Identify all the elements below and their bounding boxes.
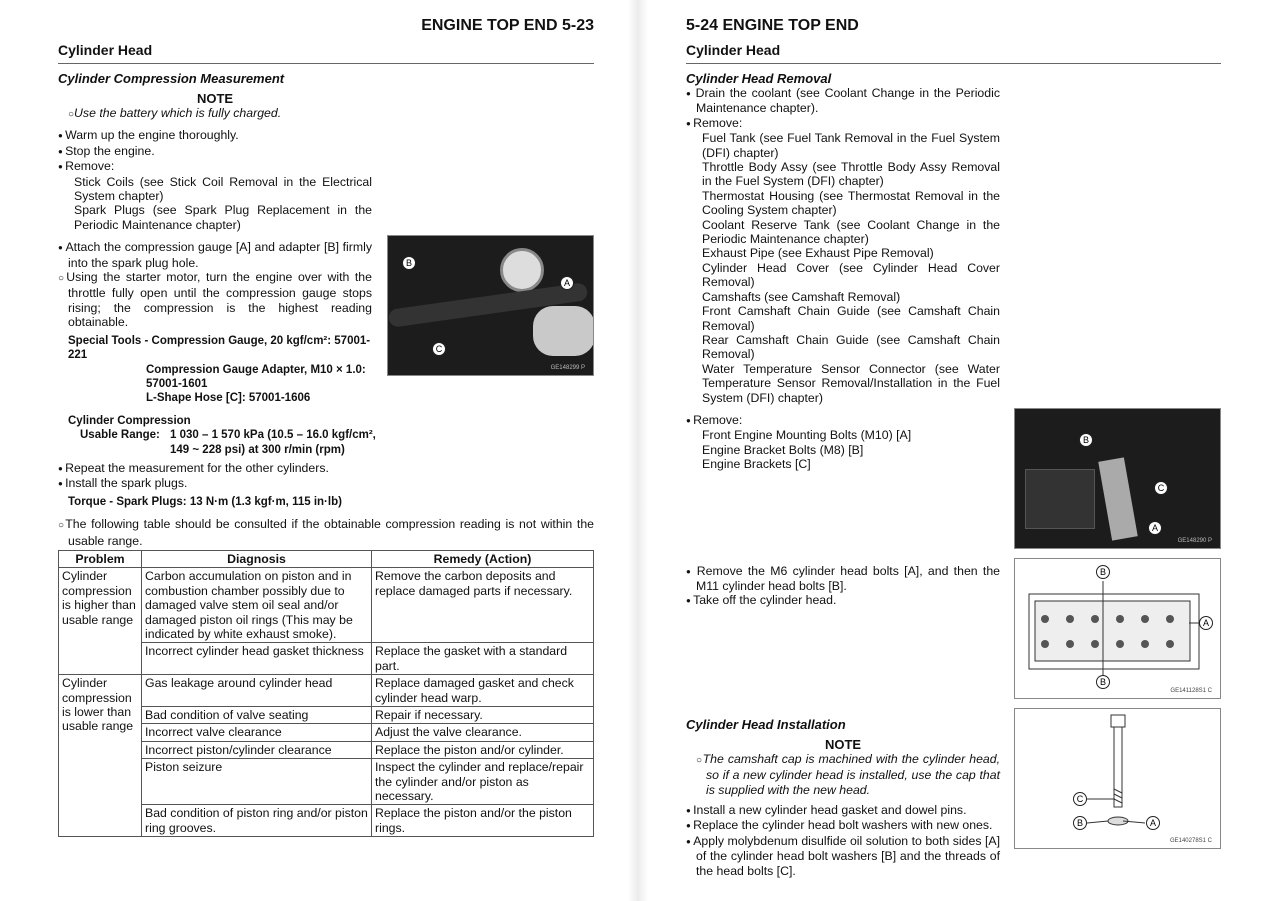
prep-steps: [58, 128, 372, 232]
remedy-cell: Remove the carbon deposits and replace damaged parts if necessary.: [372, 568, 594, 643]
remove-item: Camshafts (see Camshaft Removal): [702, 289, 901, 304]
figure-caption: GE140278S1 C: [1169, 838, 1212, 844]
left-page-body: [58, 71, 594, 837]
label-b: B: [1073, 816, 1087, 830]
col-header: Problem: [59, 550, 142, 567]
remedy-cell: Replace the piston and/or cylinder.: [372, 741, 594, 758]
remedy-cell: Adjust the valve clearance.: [372, 724, 594, 741]
attach-steps: [58, 240, 372, 329]
step: ● Drain the coolant (see Coolant Change in the Periodic Maintenance chapter).: [686, 86, 1000, 116]
diagnosis-cell: Piston seizure: [142, 759, 372, 805]
step: ● Repeat the measurement for the other cylinders.: [58, 461, 372, 476]
bolt-drawing: [1015, 709, 1221, 849]
troubleshooting-table: [58, 550, 594, 837]
label-a: A: [560, 276, 574, 290]
final-steps: [58, 461, 372, 492]
remove-item: Front Camshaft Chain Guide (see Camshaft Chain Removal): [702, 304, 1000, 333]
diagnosis-cell: Incorrect valve clearance: [142, 724, 372, 741]
step: ● Take off the cylinder head.: [686, 593, 1000, 608]
divider: [58, 63, 594, 64]
spec-title: Cylinder Compression: [68, 414, 191, 427]
removal-title: Cylinder Head Removal: [686, 71, 832, 86]
install-steps: [686, 803, 1000, 878]
remove-item: Thermostat Housing (see Thermostat Removal in the Cooling System chapter): [702, 188, 1000, 218]
note-text: ○ Use the battery which is fully charged.: [68, 106, 372, 122]
page-gutter: [628, 0, 648, 901]
problem-cell: Cylinder compression is higher than usable range: [59, 568, 142, 675]
figure-caption: GE148299 P: [550, 365, 585, 371]
label-c: C: [432, 342, 446, 356]
step: ● Remove:: [686, 116, 1000, 131]
problem-cell: Cylinder compression is lower than usable range: [59, 675, 142, 837]
tool: Compression Gauge, 20 kgf/cm²: 57001-221: [68, 334, 371, 362]
spec-value: 1 030 – 1 570 kPa (10.5 – 16.0 kgf/cm², 149 ~ 228 psi) at 300 r/min (rpm): [170, 429, 376, 456]
col-header: Diagnosis: [142, 550, 372, 567]
step: ● Remove:: [686, 413, 1000, 428]
step: ● Remove the M6 cylinder head bolts [A], and then the M11 cylinder head bolts [B].: [686, 564, 1000, 594]
remove-item: Exhaust Pipe (see Exhaust Pipe Removal): [702, 246, 934, 261]
diagnosis-cell: Bad condition of valve seating: [142, 707, 372, 724]
bracket-removal: [686, 413, 1000, 472]
special-tools: [68, 334, 384, 406]
step: ● Apply molybdenum disulfide oil solution to both sides [A] of the cylinder head bolt washers [B] and the threads of the head bolts [C].: [686, 834, 1000, 878]
right-page-body: [686, 71, 1000, 878]
label-b: B: [1096, 675, 1110, 689]
remove-item: Engine Brackets [C]: [702, 457, 811, 472]
table-intro: ○ The following table should be consulted if the obtainable compression reading is not within the usable range.: [58, 517, 594, 548]
label-a: A: [1199, 616, 1213, 630]
tools-label: Special Tools -: [68, 334, 149, 347]
engine-block: [1025, 469, 1095, 529]
remove-item: Rear Camshaft Chain Guide (see Camshaft Chain Removal): [702, 332, 1000, 362]
label-b: B: [1096, 565, 1110, 579]
step: ● Install the spark plugs.: [58, 476, 372, 491]
col-header: Remedy (Action): [372, 550, 594, 567]
step: ● Attach the compression gauge [A] and adapter [B] firmly into the spark plug hole.: [58, 240, 372, 270]
table-row: [59, 568, 594, 643]
figure-caption: GE148290 P: [1177, 538, 1212, 544]
figure-caption: GE141128S1 C: [1170, 688, 1212, 694]
spec-label: Usable Range:: [80, 429, 160, 442]
remedy-cell: Inspect the cylinder and replace/repair the cylinder and/or piston as necessary.: [372, 759, 594, 805]
label-a: A: [1146, 816, 1160, 830]
subsection-title: Cylinder Compression Measurement: [58, 71, 285, 86]
table-row: [59, 675, 594, 707]
bolt-steps: [686, 564, 1000, 609]
page-header-left: ENGINE TOP END 5-23: [421, 17, 594, 34]
section-title-left: Cylinder Head: [58, 42, 153, 58]
cylinder-head-drawing: [1015, 559, 1221, 699]
remedy-cell: Replace the piston and/or the piston rings.: [372, 805, 594, 837]
step: ○ Using the starter motor, turn the engine over with the throttle fully open until the compression gauge stops rising; the compression is the highest reading obtainable.: [58, 270, 372, 330]
remedy-cell: Replace the gasket with a standard part.: [372, 643, 594, 675]
installation-title: Cylinder Head Installation: [686, 716, 846, 732]
bracket: [1098, 457, 1137, 540]
diagnosis-cell: Bad condition of piston ring and/or piston ring grooves.: [142, 805, 372, 837]
divider: [686, 63, 1221, 64]
step: ● Remove:: [58, 159, 372, 174]
remove-item: Fuel Tank (see Fuel Tank Removal in the Fuel System (DFI) chapter): [702, 131, 1000, 160]
cylinder-head-bolt-diagram: [1014, 558, 1221, 699]
remedy-cell: Repair if necessary.: [372, 707, 594, 724]
diagnosis-cell: Incorrect cylinder head gasket thickness: [142, 643, 372, 675]
cylinder-compression-spec: [68, 414, 378, 457]
step: ● Stop the engine.: [58, 144, 372, 159]
remove-item: Cylinder Head Cover (see Cylinder Head Cover Removal): [702, 260, 1000, 290]
note-title: NOTE: [196, 91, 234, 106]
label-a: A: [1148, 521, 1162, 535]
remove-item: Engine Bracket Bolts (M8) [B]: [702, 442, 864, 457]
torque-spec: Torque - Spark Plugs: 13 N·m (1.3 kgf·m, 115 in·lb): [68, 495, 342, 508]
remove-item: Spark Plugs (see Spark Plug Replacement in the Periodic Maintenance chapter): [74, 203, 372, 232]
remove-item: Coolant Reserve Tank (see Coolant Change in the Periodic Maintenance chapter): [702, 217, 1000, 247]
removal-steps: [686, 86, 1000, 405]
label-c: C: [1073, 792, 1087, 806]
diagnosis-cell: Gas leakage around cylinder head: [142, 675, 372, 707]
step: ● Install a new cylinder head gasket and dowel pins.: [686, 803, 1000, 818]
note-title: NOTE: [824, 736, 862, 752]
remove-item: Front Engine Mounting Bolts (M10) [A]: [702, 428, 912, 443]
remove-item: Stick Coils (see Stick Coil Removal in the Electrical System chapter): [74, 174, 372, 204]
remove-item: Water Temperature Sensor Connector (see Water Temperature Sensor Removal/Installation in the Fuel System (DFI) chapter): [702, 361, 1000, 405]
page-header-right: 5-24 ENGINE TOP END: [686, 17, 859, 34]
remove-item: Throttle Body Assy (see Throttle Body Assy Removal in the Fuel System (DFI) chapter): [702, 160, 1000, 189]
label-c: C: [1154, 481, 1168, 495]
diagnosis-cell: Incorrect piston/cylinder clearance: [142, 741, 372, 758]
tool: L-Shape Hose [C]: 57001-1606: [146, 392, 311, 405]
label-b: B: [402, 256, 416, 270]
step: ● Warm up the engine thoroughly.: [58, 128, 372, 143]
head-bolt-diagram: [1014, 708, 1221, 849]
note-text: ○ The camshaft cap is machined with the cylinder head, so if a new cylinder head is installed, use the cap that is supplied with the new head.: [696, 752, 1000, 797]
remedy-cell: Replace damaged gasket and check cylinder head warp.: [372, 675, 594, 707]
tool: Compression Gauge Adapter, M10 × 1.0: 57001-1601: [146, 363, 366, 390]
section-title-right: Cylinder Head: [686, 42, 781, 58]
diagnosis-cell: Carbon accumulation on piston and in combustion chamber possibly due to damaged valve stem oil seal and/or damaged piston oil rings (This may be indicated by white exhaust smoke).: [142, 568, 372, 643]
label-b: B: [1079, 433, 1093, 447]
engine-bracket-photo: [1014, 408, 1221, 549]
step: ● Replace the cylinder head bolt washers with new ones.: [686, 818, 1000, 833]
